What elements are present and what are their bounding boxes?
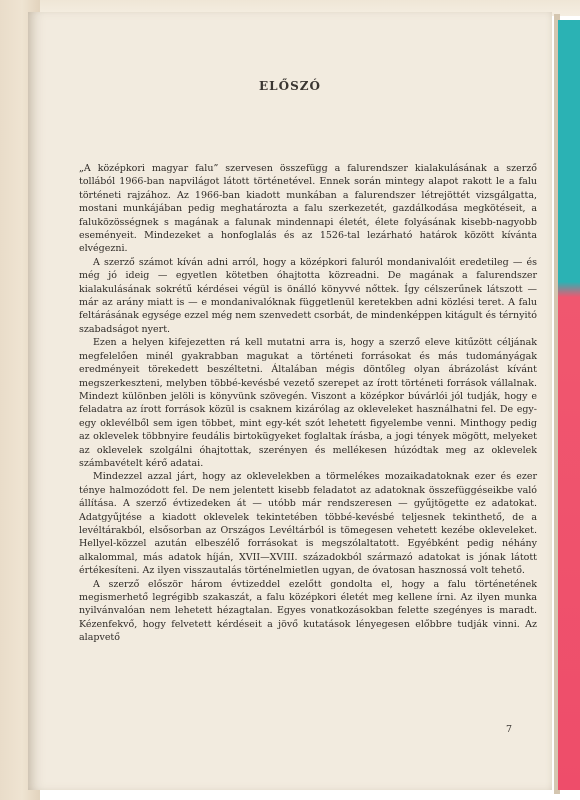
paragraph: A szerző először három évtizeddel ezelőtt gondolta el, hogy a falu történetének megismerhető legrégibb szakaszát, a falu középkori életét meg kellene írni. Az ilyen munka nyilvánvalóan nem lehetett hézagtalan. Egyes vonatkozásokban felette szegényes is maradt. Kézenfekvő, hogy felvetett kérdéseit a jövő kutatások lényegesen előbbre tudják vinni. Az alapvető [79, 578, 537, 644]
page-number: 7 [505, 724, 512, 735]
page-title: ELŐSZÓ [259, 79, 321, 93]
paragraph: A szerző számot kíván adni arról, hogy a középkori faluról mondanivalóit eredetileg — és még jó ideig — egyetlen kötetben óhajtotta közreadni. De magának a falurendszer kialakulásának sokrétű kérdései végül is önálló könyvvé nőttek. Így célszerűnek látszott — már az arány miatt is — e mondanivalóknak függetlenül keretekben adni közlési teret. A falu feltárásának egysége ezzel még nem szenvedett csorbát, de mindenképpen kitágult és térnyitó szabadságot nyert. [79, 256, 538, 335]
paragraph: „A középkori magyar falu” szervesen összefügg a falurendszer kialakulásának a szerző tollából 1966-ban napvilágot látott történetével. Ennek során mintegy alapot rakott le a falu történeti rajzához. Az 1966-ban kiadott munkában a falurendszer létrejöttét vizsgálgatta, mostani munkájában pedig meghatározta a falu szerkezetét, gazdálkodása megkötéseit, a faluközösségnek s magának a falunak mindennapi életét, élete folyásának kisebb-nagyobb eseményeit. Mindezeket a honfoglalás és az 1526-tal lezárható határok között kívánta elvégezni. [79, 163, 537, 255]
paragraph: Mindezzel azzal járt, hogy az oklevelekben a törmelékes mozaikadatoknak ezer és ezer ténye halmozódott fel. De nem jelentett kisebb feladatot az adatoknak összefüggéseikbe való állítása. A szerző évtizedeken át — utóbb már rendszeresen — gyűjtögette ez adatokat. Adatgyűjtése a kiadott oklevelek tekintetében többé-kevésbé teljesnek tekinthető, de a levéltárakból, elsősorban az Országos Levéltárból is tömegesen vehetett kezébe okleveleket. Hellyel-közzel azután elbeszélő forrásokat is megszólaltatott. Egyébként pedig néhány alkalommal, más adatok híján, XVII—XVIII. századokból származó adatokat is jónak látott értékesíteni. Az ilyen visszautalás történelmietlen ugyan, de óvatosan hasznossá volt tehető. [79, 471, 537, 577]
book-spine [558, 20, 580, 790]
paragraph: Ezen a helyen kifejezetten rá kell mutatni arra is, hogy a szerző eleve kitűzött céljának megfelelően minél gyakrabban magukat a történeti forrásokat és más tudományágak eredményeit törekedett beszéltetni. Általában mégis döntőleg olyan ábrázolást kívánt megszerkeszteni, melyben többé-kevésbé vezető szerepet az írott történeti források vállalnak. Mindezt különben jelöli is könyvünk szövegén. Viszont a középkor búvárlói jól tudják, hogy e feladatra az írott források közül is csaknem kizárólag az okleveleket használhatni fel. De egy-egy oklevélből sem igen többet, mint egy-két szót lehetett figyelembe venni. Minthogy pedig az oklevelek többnyire feudális birtokügyeket foglaltak írásba, a jogi tények mögött, melyeket az oklevelek szolgálni óhajtottak, szerényen és mellékesen húzódtak meg az oklevelek számbavételt kérő adatai. [79, 337, 537, 469]
body-text [79, 162, 537, 645]
book-page [28, 12, 552, 790]
